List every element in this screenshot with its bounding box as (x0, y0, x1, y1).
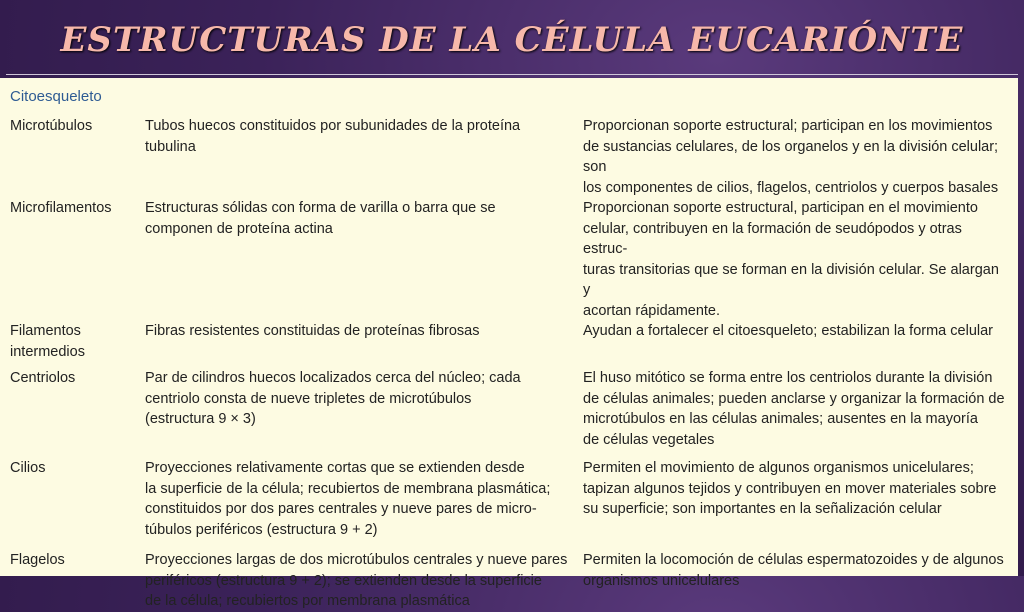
structure-function: Proporcionan soporte estructural; participan en los movimientos de sustancias celulares, de los organelos y en la división celular; son los componentes de cilios, flagelos, centriolos y cuerpos basales (583, 118, 999, 196)
structure-description: Par de cilindros huecos localizados cerca del núcleo; cada centriolo consta de nueve tripletes de microtúbulos (estructura 9 × 3) (145, 370, 521, 427)
title-divider (6, 74, 1018, 75)
table-row (10, 198, 1010, 321)
structure-name: Centriolos (10, 370, 76, 386)
structure-description: Proyecciones largas de dos microtúbulos centrales y nueve pares periféricos (estructura 9 + 2); se extienden desde la superficie de la célula; recubiertos por membrana plasmática (145, 552, 568, 609)
structure-function: El huso mitótico se forma entre los centriolos durante la división de células animales; pueden anclarse y organizar la formación de microtúbulos en las células animales; ausentes en la mayoría de células vegetales (583, 370, 1005, 448)
structure-name: Cilios (10, 460, 46, 476)
section-heading: Citoesqueleto (10, 88, 102, 105)
structure-name: Microtúbulos (10, 118, 93, 134)
structure-function: Ayudan a fortalecer el citoesqueleto; estabilizan la forma celular (583, 323, 993, 339)
slide-title: ESTRUCTURAS DE LA CÉLULA EUCARIÓNTE (60, 20, 964, 60)
table-row (10, 116, 1010, 198)
table-row (10, 368, 1010, 458)
structure-function: Permiten la locomoción de células espermatozoides y de algunos organismos unicelulares (583, 552, 1004, 589)
structure-function: Permiten el movimiento de algunos organismos unicelulares; tapizan algunos tejidos y contribuyen en mover materiales sobre su superficie; son importantes en la señalización celular (583, 460, 997, 517)
table-row (10, 550, 1010, 612)
structure-description: Fibras resistentes constituidas de proteínas fibrosas (145, 323, 480, 339)
table-row (10, 458, 1010, 550)
structure-name: Microfilamentos (10, 200, 112, 216)
table-row (10, 321, 1010, 368)
cytoskeleton-table (10, 116, 1010, 612)
structure-name: Filamentos intermedios (10, 323, 85, 360)
structure-description: Estructuras sólidas con forma de varilla o barra que se componen de proteína actina (145, 200, 496, 237)
structure-function: Proporcionan soporte estructural, participan en el movimiento celular, contribuyen en la formación de seudópodos y otras estruc- turas transitorias que se forman en la división celular. Se alargan y acortan rápidamente. (583, 200, 999, 319)
structure-description: Proyecciones relativamente cortas que se extienden desde la superficie de la célula; recubiertos de membrana plasmática; constituidos por dos pares centrales y nueve pares de micro- túbulos periféricos (estructura 9 + 2) (145, 460, 551, 538)
content-panel (0, 78, 1018, 609)
structure-description: Tubos huecos constituidos por subunidades de la proteína tubulina (145, 118, 521, 155)
structure-name: Flagelos (10, 552, 65, 568)
